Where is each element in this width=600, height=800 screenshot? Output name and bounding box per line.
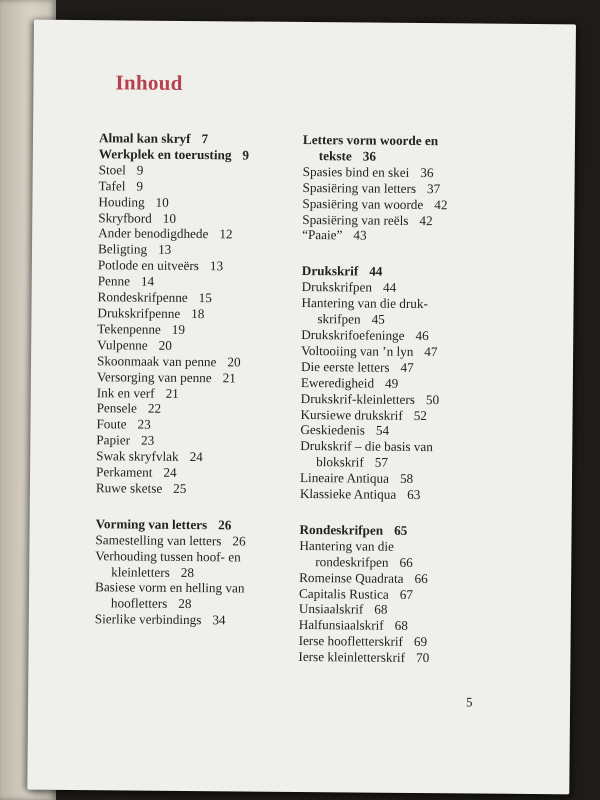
toc-entry-title: Vulpenne [97, 336, 148, 353]
toc-entry [300, 486, 545, 504]
toc-entry-title: Hantering van die [299, 537, 394, 554]
toc-entry-title: hoofletters [110, 595, 168, 612]
toc-entry [98, 226, 323, 244]
toc-entry [98, 273, 323, 291]
toc-entry-page: 18 [191, 305, 205, 322]
toc-entry [98, 242, 323, 260]
page-number: 5 [466, 694, 473, 710]
toc-entry-page: 15 [198, 290, 212, 306]
toc-entry-title: Romeinse Quadrata [299, 569, 404, 586]
toc-entry-page: 46 [415, 327, 429, 344]
toc-entry-title: Ierse hoofletterskrif [298, 633, 404, 650]
toc-entry [97, 385, 322, 403]
toc-entry-page: 9 [242, 147, 250, 163]
toc-entry-page: 66 [399, 554, 413, 570]
toc-entry [98, 257, 323, 275]
toc-entry-page: 28 [178, 596, 192, 612]
toc-entry [97, 369, 322, 387]
toc-entry-page: 67 [399, 586, 414, 602]
toc-entry [99, 162, 324, 180]
toc-entry-title: Pensele [96, 400, 137, 416]
toc-entry-title: Geskiedenis [300, 422, 365, 438]
toc-entry-title: blokskrif [316, 454, 364, 470]
toc-entry [98, 194, 323, 212]
toc-section [298, 522, 544, 667]
toc-entry-title: “Paaie” [302, 227, 343, 243]
toc-entry-title: Spasiëring van letters [302, 179, 417, 196]
toc-entry-title: Vorming van letters [95, 516, 208, 533]
toc-entry-page: 25 [173, 480, 187, 496]
toc-entry-title: Tekenpenne [97, 321, 161, 337]
toc-entry-page: 26 [232, 533, 246, 549]
toc-entry-page: 36 [362, 148, 377, 164]
toc-entry-page: 20 [227, 354, 241, 370]
toc-entry-page: 7 [201, 131, 209, 147]
toc-heading-entry [99, 146, 324, 164]
toc-entry-page: 24 [163, 464, 177, 480]
toc-entry-page: 68 [374, 602, 388, 618]
toc-entry [95, 532, 320, 550]
toc-entry-title: Skoonmaak van penne [96, 352, 217, 369]
toc-entry [95, 564, 320, 582]
toc-entry-page: 24 [189, 449, 203, 465]
toc-entry-title: rondeskrifpen [315, 553, 389, 570]
toc-entry-title: Eweredigheid [300, 374, 375, 391]
toc-entry-title: Werkplek en toerusting [98, 146, 232, 163]
toc-entry-title: Capitalis Rustica [298, 585, 389, 602]
toc-entry-title: Foute [96, 416, 127, 432]
toc-entry [95, 548, 320, 566]
toc-entry-page: 66 [414, 570, 428, 586]
toc-entry-page: 44 [382, 279, 397, 296]
toc-entry-page: 49 [385, 375, 399, 391]
toc-entry-title: kleinletters [111, 563, 170, 580]
book-page [27, 20, 576, 795]
toc-entry-title: Hantering van die druk- [301, 295, 428, 312]
toc-entry-page: 14 [140, 273, 155, 289]
toc-entry-title: Ander benodigdhede [98, 225, 209, 242]
toc-entry-title: Spasiëring van woorde [302, 195, 424, 212]
toc-entry-title: Drukskrifpenne [97, 305, 181, 321]
toc-entry [98, 289, 323, 307]
toc-entry-title: Potlode en uitveërs [97, 257, 200, 274]
toc-entry-page: 63 [407, 486, 421, 503]
toc-entry-title: Penne [97, 273, 131, 289]
toc-entry-title: Swak skryfvlak [96, 448, 179, 465]
toc-entry-page: 65 [394, 522, 408, 538]
toc-entry-page: 12 [219, 226, 233, 242]
toc-entry-title: Beligting [97, 241, 148, 257]
toc-entry-page: 57 [374, 454, 389, 470]
toc-entry-title: Houding [98, 193, 145, 210]
toc-entry-title: Spasies bind en skei [302, 163, 410, 180]
toc-entry [298, 649, 543, 667]
toc-entry-page: 28 [180, 564, 195, 580]
toc-entry-title: Letters vorm woorde en [302, 131, 439, 149]
toc-entry-title: Almal kan skryf [98, 130, 191, 147]
toc-entry-title: Ierse kleinletterskrif [298, 649, 406, 666]
toc-entry-page: 45 [371, 311, 385, 327]
toc-entry-page: 37 [427, 180, 441, 196]
toc-entry-page: 47 [400, 359, 414, 375]
toc-section [95, 516, 321, 629]
toc-heading-entry [96, 516, 321, 534]
toc-entry-title: Ruwe sketse [95, 480, 163, 496]
toc-entry-title: Versorging van penne [96, 368, 212, 385]
toc-section [96, 130, 324, 498]
toc-entry-page: 13 [158, 242, 172, 258]
toc-entry-page: 36 [420, 164, 434, 180]
toc-entry-title: Skryfbord [98, 209, 152, 226]
toc-entry-title: Drukskrifpen [301, 279, 373, 295]
toc-entry-page: 21 [222, 369, 236, 386]
toc-entry-title: Stoel [98, 162, 126, 178]
toc-entry-page: 69 [413, 634, 428, 650]
toc-entry-title: Drukskrif-kleinletters [300, 390, 416, 407]
toc-entry-title: Drukskrif – die basis van [300, 438, 433, 455]
toc-entry-title: Unsiaalskrif [298, 601, 364, 617]
toc-entry-page: 58 [399, 470, 414, 487]
toc-entry-page: 52 [413, 407, 428, 423]
toc-entry-page: 68 [394, 618, 408, 634]
toc-entry [97, 337, 322, 355]
toc-entry [97, 401, 322, 419]
toc-entry-page: 34 [212, 612, 226, 628]
toc-entry-page: 10 [162, 210, 177, 226]
toc-entry-page: 42 [434, 196, 448, 212]
toc-heading-entry [99, 130, 324, 148]
toc-entry-page: 10 [155, 194, 169, 210]
toc-entry-page: 43 [353, 227, 367, 243]
toc-entry-page: 54 [375, 423, 390, 439]
toc-entry-page: 50 [425, 391, 440, 407]
toc-entry [95, 580, 320, 598]
toc-entry [95, 596, 320, 614]
toc-entry-title: Rondeskrifpenne [97, 289, 188, 306]
toc-entry-title: Lineaire Antiqua [299, 470, 390, 486]
toc-entry-title: Drukskrif [301, 263, 359, 279]
toc-entry-title: Papier [96, 432, 131, 448]
toc-entry-title: Sierlike verbindings [94, 611, 202, 628]
toc-entry-title: skrifpen [317, 311, 361, 327]
toc-entry-title: Basiese vorm en helling van [94, 579, 245, 596]
toc-entry-page: 23 [140, 432, 155, 448]
toc-entry [96, 480, 321, 498]
toc-entry-page: 26 [218, 517, 232, 533]
toc-entry-title: Halfunsiaalskrif [298, 617, 384, 634]
toc-entry-title: Perkament [96, 464, 153, 480]
toc-entry-title: Samestelling van letters [95, 531, 222, 549]
toc-entry-page: 44 [369, 263, 383, 280]
toc-entry-page: 42 [419, 212, 433, 228]
toc-entry [97, 305, 322, 323]
toc-entry [96, 417, 321, 435]
toc-entry-title: Voltooiing van ’n lyn [301, 342, 414, 359]
toc-entry-page: 47 [424, 343, 438, 360]
toc-entry-title: Drukskrifoefeninge [301, 326, 405, 343]
toc-entry-title: Kursiewe drukskrif [300, 406, 403, 423]
toc-entry [96, 464, 321, 482]
toc-section [300, 263, 547, 504]
toc-entry [97, 353, 322, 371]
toc-entry-title: Tafel [98, 177, 126, 194]
toc-section [302, 132, 548, 245]
toc-entry-page: 22 [147, 401, 162, 417]
toc-entry [96, 448, 321, 466]
toc-entry-title: Verhouding tussen hoof- en [95, 547, 241, 565]
toc-entry-title: Spasiëring van reëls [302, 211, 409, 228]
toc-entry [98, 178, 323, 196]
toc-entry-page: 21 [165, 385, 179, 401]
toc-entry [96, 432, 321, 450]
page-title: Inhoud [115, 70, 183, 95]
toc-entry-page: 13 [209, 258, 224, 274]
toc-entry [97, 321, 322, 339]
toc-entry-page: 9 [136, 162, 144, 178]
toc-entry-page: 9 [136, 178, 144, 194]
toc-entry [98, 210, 323, 228]
toc-entry-title: Die eerste letters [300, 358, 390, 375]
toc-entry-page: 23 [137, 416, 151, 432]
toc-entry-title: Ink en verf [96, 384, 155, 401]
toc-column-left [95, 130, 325, 649]
toc-entry [302, 227, 547, 245]
toc-entry-title: Klassieke Antiqua [299, 486, 397, 502]
toc-entry-page: 19 [171, 321, 186, 337]
toc-entry-page: 20 [158, 337, 172, 353]
toc-entry [95, 611, 320, 629]
toc-entry-page: 70 [415, 650, 430, 666]
toc-column-right [298, 132, 548, 687]
toc-entry-title: tekste [318, 148, 352, 164]
toc-entry-title: Rondeskrifpen [299, 521, 384, 538]
